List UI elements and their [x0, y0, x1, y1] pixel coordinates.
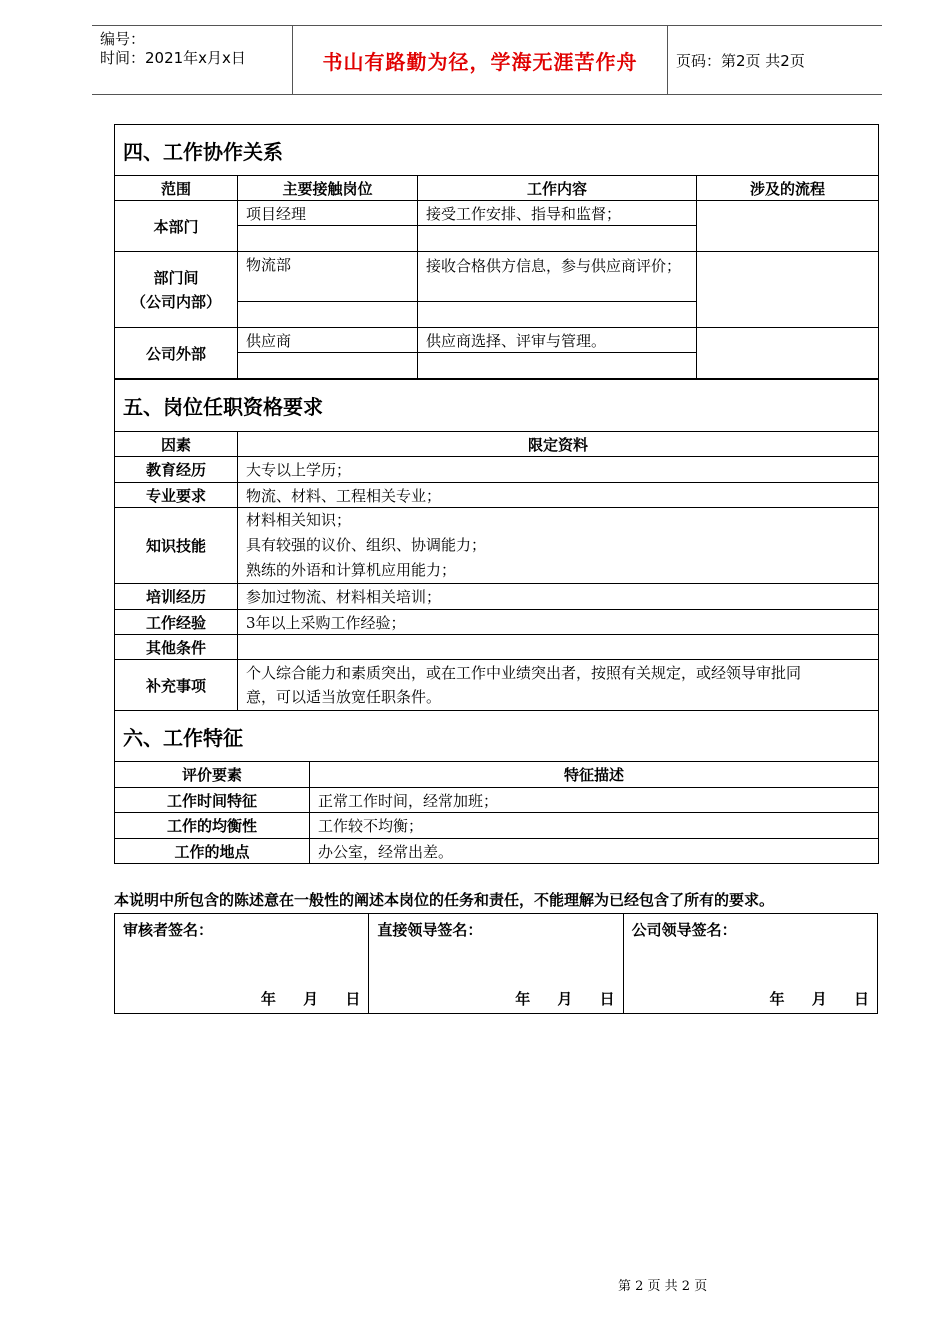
factor-cell: 培训经历	[115, 584, 238, 610]
col-content: 工作内容	[418, 176, 697, 201]
factor-cell: 其他条件	[115, 635, 238, 660]
factor-cell: 专业要求	[115, 483, 238, 508]
col-process: 涉及的流程	[697, 176, 879, 201]
signature-box	[114, 913, 878, 1014]
col-feature-desc: 特征描述	[310, 762, 879, 788]
position-cell: 项目经理	[238, 201, 418, 226]
content-cell	[418, 226, 697, 252]
content-cell	[418, 302, 697, 328]
header-page-info: 页码：第2页 共2页	[676, 51, 805, 70]
process-cell	[697, 201, 879, 252]
detail-line: 意，可以适当放宽任职条件。	[246, 688, 442, 706]
content-cell	[418, 353, 697, 379]
factor-cell: 补充事项	[115, 660, 238, 711]
factor-cell: 知识技能	[115, 508, 238, 584]
position-cell	[238, 302, 418, 328]
factor-cell: 工作经验	[115, 610, 238, 635]
eval-factor-cell: 工作的地点	[115, 839, 310, 864]
signature-reviewer[interactable]	[115, 914, 369, 1013]
detail-line: 熟练的外语和计算机应用能力；	[246, 561, 457, 579]
header-motto: 书山有路勤为径，学海无涯苦作舟	[292, 26, 668, 94]
disclaimer-statement: 本说明中所包含的陈述意在一般性的阐述本岗位的任务和责任，不能理解为已经包含了所有的要求。	[114, 891, 775, 909]
detail-cell: 大专以上学历；	[238, 457, 879, 483]
signature-date: 年 月 日	[260, 990, 361, 1008]
detail-cell	[238, 635, 879, 660]
process-cell	[697, 328, 879, 379]
eval-factor-cell: 工作时间特征	[115, 788, 310, 813]
position-cell: 物流部	[238, 252, 418, 302]
content-cell: 供应商选择、评审与管理。	[418, 328, 697, 353]
header-meta	[100, 30, 290, 68]
col-positions: 主要接触岗位	[238, 176, 418, 201]
scope-cell	[115, 252, 238, 328]
detail-cell: 3年以上采购工作经验；	[238, 610, 879, 635]
detail-cell: 物流、材料、工程相关专业；	[238, 483, 879, 508]
detail-line: 具有较强的议价、组织、协调能力；	[246, 536, 487, 554]
feature-desc-cell: 工作较不均衡；	[310, 813, 879, 839]
scope-line: 部门间	[153, 268, 199, 287]
signature-date: 年 月 日	[769, 990, 869, 1008]
position-cell	[238, 353, 418, 379]
section4-title: 四、工作协作关系	[115, 125, 879, 176]
page-header	[92, 25, 882, 95]
col-factor: 因素	[115, 432, 238, 457]
section5-title: 五、岗位任职资格要求	[115, 380, 879, 432]
section6-title: 六、工作特征	[115, 711, 879, 762]
scope-cell: 本部门	[115, 201, 238, 252]
signature-company-leader[interactable]	[624, 914, 877, 1013]
content-cell: 接收合格供方信息，参与供应商评价；	[418, 252, 697, 302]
position-cell	[238, 226, 418, 252]
section5-table	[114, 379, 879, 711]
feature-desc-cell: 正常工作时间，经常加班；	[310, 788, 879, 813]
content-cell: 接受工作安排、指导和监督；	[418, 201, 697, 226]
position-cell: 供应商	[238, 328, 418, 353]
col-detail: 限定资料	[238, 432, 879, 457]
code-label: 编号：	[100, 30, 146, 48]
process-cell	[697, 252, 879, 328]
detail-line: 个人综合能力和素质突出，或在工作中业绩突出者，按照有关规定，或经领导审批同	[246, 664, 802, 682]
time-label: 时间：2021年x月x日	[100, 49, 246, 67]
detail-line: 材料相关知识；	[246, 511, 352, 529]
scope-line: （公司内部）	[130, 292, 221, 311]
detail-cell	[238, 660, 879, 711]
detail-cell: 参加过物流、材料相关培训；	[238, 584, 879, 610]
signature-label: 直接领导签名：	[377, 921, 483, 939]
section4-table	[114, 124, 879, 379]
page-footer: 第 2 页 共 2 页	[618, 1279, 708, 1294]
eval-factor-cell: 工作的均衡性	[115, 813, 310, 839]
signature-date: 年 月 日	[515, 990, 615, 1008]
col-scope: 范围	[115, 176, 238, 201]
scope-cell: 公司外部	[115, 328, 238, 379]
factor-cell: 教育经历	[115, 457, 238, 483]
feature-desc-cell: 办公室，经常出差。	[310, 839, 879, 864]
signature-direct-leader[interactable]	[369, 914, 623, 1013]
signature-label: 公司领导签名：	[631, 921, 737, 939]
col-eval-factor: 评价要素	[115, 762, 310, 788]
signature-label: 审核者签名：	[123, 921, 214, 939]
detail-cell	[238, 508, 879, 584]
section6-table	[114, 710, 879, 864]
